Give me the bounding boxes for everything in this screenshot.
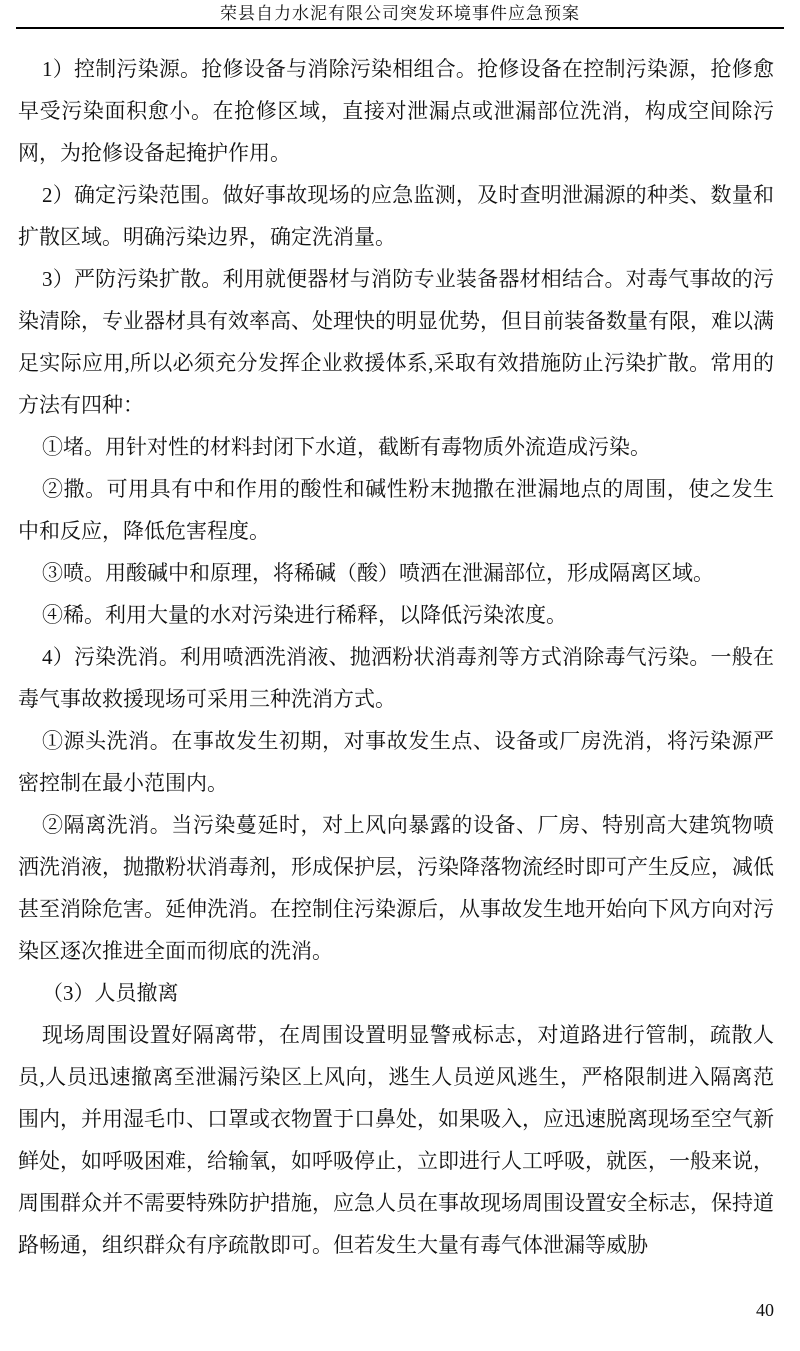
paragraph-prevent-pollution-spread: 3）严防污染扩散。利用就便器材与消防专业装备器材相结合。对毒气事故的污染清除，专业器材具有效率高、处理快的明显优势，但目前装备数量有限，难以满足实际应用,所以必须充分发挥企业救援体系,采取有效措施防止污染扩散。常用的方法有四种： — [18, 267, 774, 417]
page-number: 40 — [756, 1300, 774, 1320]
paragraph-method-spray: ③喷。用酸碱中和原理，将稀碱（酸）喷洒在泄漏部位，形成隔离区域。 — [42, 561, 714, 585]
document-body — [18, 48, 774, 1266]
page-header-title: 荣县自力水泥有限公司突发环境事件应急预案 — [220, 4, 580, 23]
paragraph-method-scatter: ②撒。可用具有中和作用的酸性和碱性粉末抛撒在泄漏地点的周围，使之发生中和反应，降低危害程度。 — [18, 477, 774, 543]
header-rule — [16, 27, 784, 29]
paragraph-isolation-decontamination: ②隔离洗消。当污染蔓延时，对上风向暴露的设备、厂房、特别高大建筑物喷洒洗消液，抛撒粉状消毒剂，形成保护层，污染降落物流经时即可产生反应，减低甚至消除危害。延伸洗消。在控制住污染源后，从事故发生地开始向下风方向对污染区逐次推进全面而彻底的洗消。 — [18, 813, 774, 963]
paragraph-evacuation-details: 现场周围设置好隔离带，在周围设置明显警戒标志，对道路进行管制，疏散人员,人员迅速撤离至泄漏污染区上风向，逃生人员逆风逃生，严格限制进入隔离范围内，并用湿毛巾、口罩或衣物置于口鼻处，如果吸入，应迅速脱离现场至空气新鲜处，如呼吸困难，给输氧，如呼吸停止，立即进行人工呼吸，就医，一般来说，周围群众并不需要特殊防护措施，应急人员在事故现场周围设置安全标志，保持道路畅通，组织群众有序疏散即可。但若发生大量有毒气体泄漏等威胁 — [18, 1023, 774, 1257]
paragraph-pollution-decontamination: 4）污染洗消。利用喷洒洗消液、抛洒粉状消毒剂等方式消除毒气污染。一般在毒气事故救援现场可采用三种洗消方式。 — [18, 645, 774, 711]
paragraph-method-block: ①堵。用针对性的材料封闭下水道，截断有毒物质外流造成污染。 — [42, 435, 651, 459]
paragraph-control-pollution-source: 1）控制污染源。抢修设备与消除污染相组合。抢修设备在控制污染源，抢修愈早受污染面积愈小。在抢修区域，直接对泄漏点或泄漏部位洗消，构成空间除污网，为抢修设备起掩护作用。 — [18, 57, 774, 165]
paragraph-determine-pollution-range: 2）确定污染范围。做好事故现场的应急监测，及时查明泄漏源的种类、数量和扩散区域。明确污染边界，确定洗消量。 — [18, 183, 774, 249]
paragraph-source-decontamination: ①源头洗消。在事故发生初期，对事故发生点、设备或厂房洗消，将污染源严密控制在最小范围内。 — [18, 729, 774, 795]
paragraph-method-dilute: ④稀。利用大量的水对污染进行稀释，以降低污染浓度。 — [42, 603, 567, 627]
section-heading-personnel-evacuation: （3）人员撤离 — [42, 981, 179, 1005]
